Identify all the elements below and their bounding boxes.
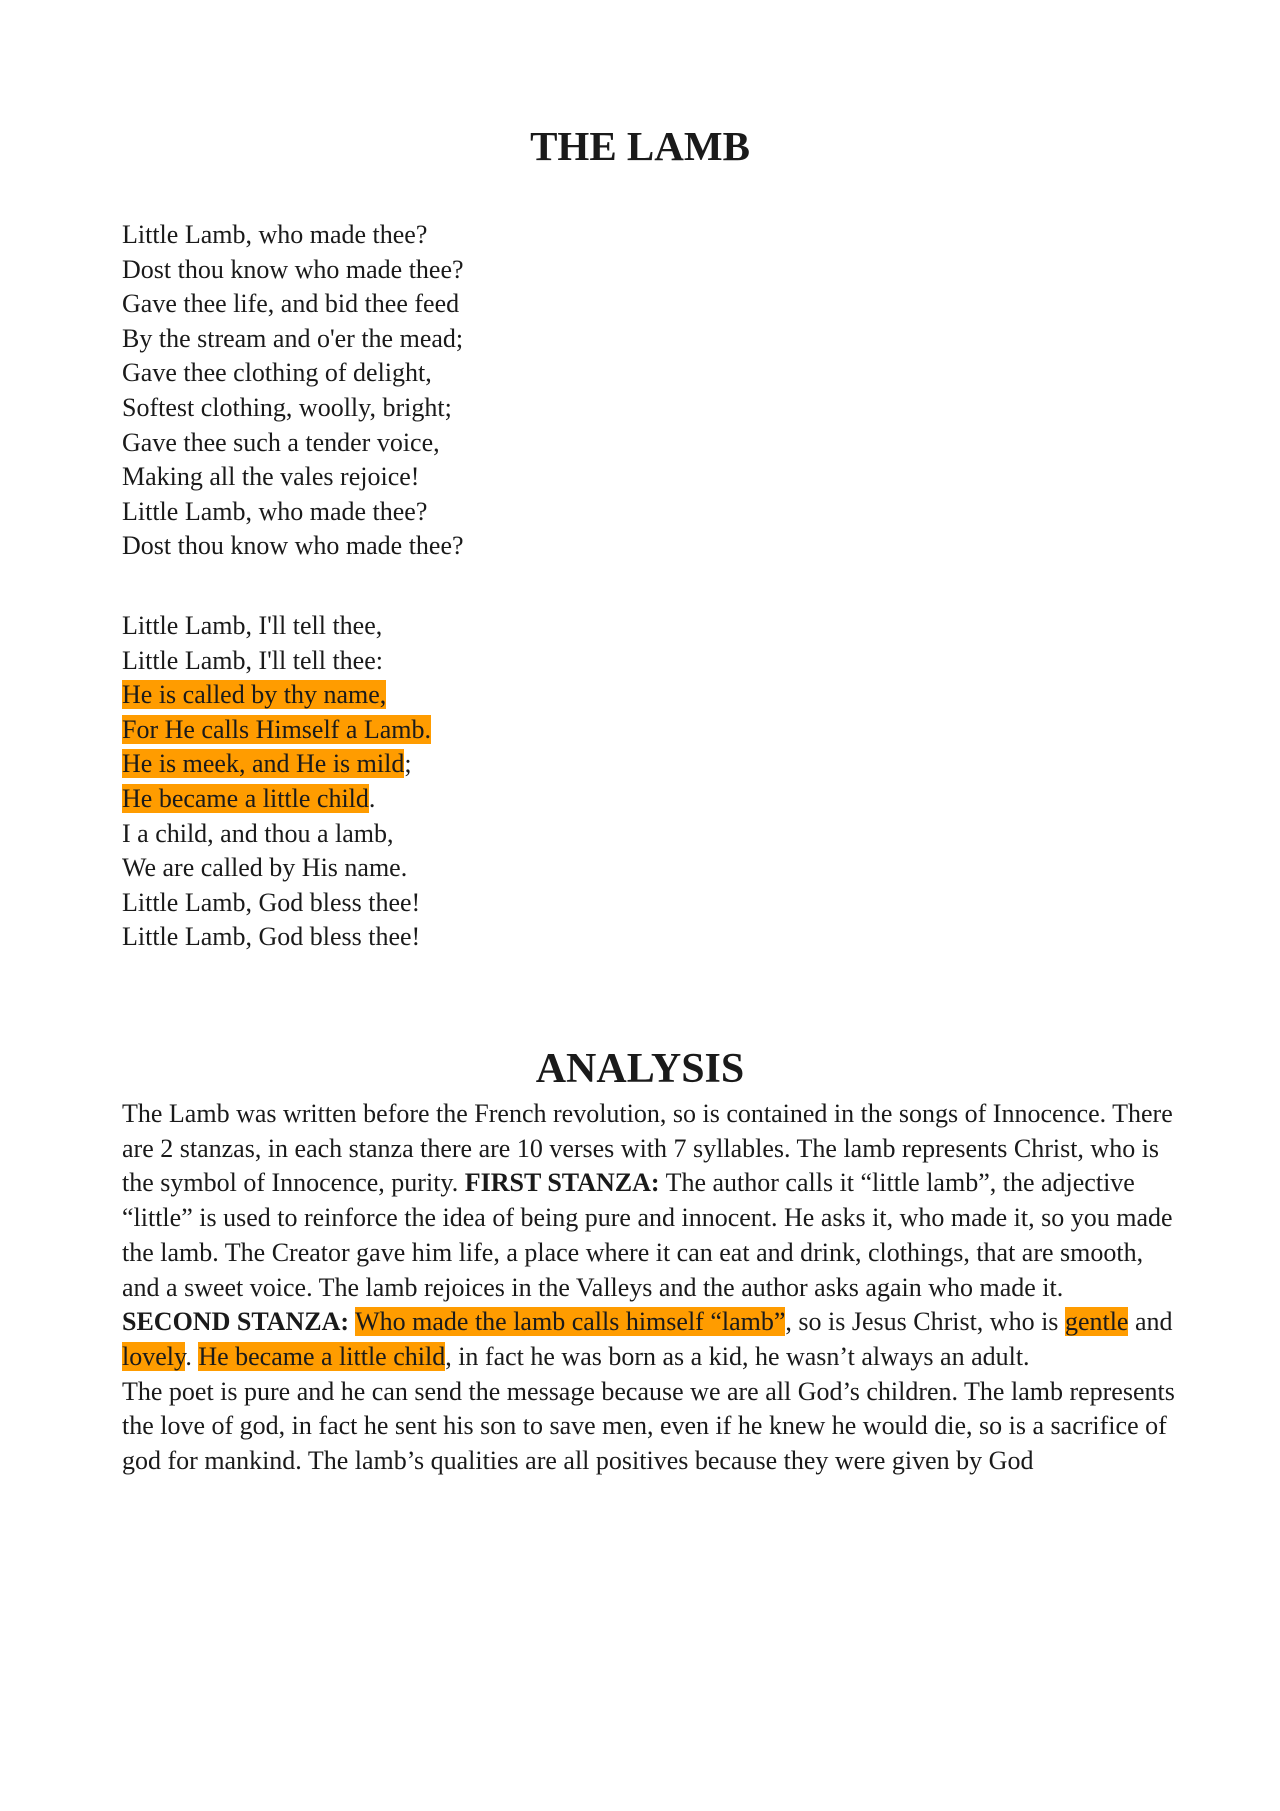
commentary-text: , so is Jesus Christ, who is [785, 1307, 1065, 1337]
analysis-paragraph: The poet is pure and he can send the message because we are all God’s children. The lamb represents the love of god, in fact he sent his son to save men, even if he knew he would die, so is a sacrifice of god for mankind. The lamb’s qualities are all positives because they were given by God [122, 1376, 1175, 1476]
analysis-paragraph [122, 1305, 1182, 1374]
analysis-paragraph [122, 1097, 1182, 1305]
verse-line: Gave thee life, and bid thee feed [122, 289, 460, 319]
verse-line: Little Lamb, I'll tell thee, [122, 611, 383, 640]
analysis-heading: ANALYSIS [535, 1046, 745, 1092]
verse-line: Little Lamb, God bless thee! [122, 887, 421, 917]
verse-line-tail: . [368, 783, 376, 813]
second-stanza [122, 609, 431, 955]
poem-title: THE LAMB [530, 123, 750, 169]
highlighted-text: He became a little child [198, 1341, 446, 1371]
verse-line: Little Lamb, who made thee? [122, 220, 428, 249]
verse-line [122, 747, 431, 782]
first-stanza-commentary: The author calls it “little lamb”, the adjective “little” is used to reinforce the idea of being pure and innocent. He asks it, who made it, so you made the lamb. The Creator gave him life, a place where it can eat and drink, clothings, that are smooth, and a sweet voice. The lamb rejoices in the Valleys and the author asks again who made it. [122, 1168, 1173, 1302]
commentary-text: , in fact he was born as a kid, he wasn’t always an adult. [445, 1341, 1030, 1371]
analysis-intro: The Lamb was written before the French revolution, so is contained in the songs of Innocence. There are 2 stanzas, in each stanza there are 10 verses with 7 syllables. The lamb represents Christ, who is the symbol of Innocence, purity. [122, 1099, 1173, 1198]
first-stanza [122, 218, 464, 564]
verse-line: By the stream and o'er the mead; [122, 323, 464, 353]
verse-line: Dost thou know who made thee? [122, 254, 464, 284]
commentary-text: and [1128, 1307, 1173, 1337]
verse-line: Dost thou know who made thee? [122, 531, 464, 561]
verse-line: Gave thee clothing of delight, [122, 358, 432, 388]
highlighted-text: Who made the lamb calls himself “lamb” [355, 1307, 786, 1337]
verse-line: Little Lamb, who made thee? [122, 496, 428, 526]
highlighted-text: gentle [1064, 1307, 1129, 1337]
highlighted-text: lovely [122, 1341, 186, 1371]
highlighted-text: He became a little child [122, 783, 369, 813]
commentary-text: . [185, 1341, 199, 1371]
analysis-body [122, 1097, 1182, 1479]
verse-line: Gave thee such a tender voice, [122, 427, 440, 457]
first-stanza-label: FIRST STANZA: [464, 1168, 660, 1198]
second-stanza-label: SECOND STANZA: [122, 1307, 350, 1337]
highlighted-text: He is meek, and He is mild [122, 749, 405, 779]
verse-line [122, 678, 431, 713]
verse-line: Making all the vales rejoice! [122, 462, 420, 492]
highlighted-text: He is called by thy name, [122, 680, 387, 710]
verse-line: We are called by His name. [122, 853, 408, 883]
verse-line: Softest clothing, woolly, bright; [122, 392, 452, 422]
verse-line [122, 713, 431, 748]
verse-line: I a child, and thou a lamb, [122, 818, 394, 848]
highlighted-text: For He calls Himself a Lamb. [122, 714, 432, 744]
verse-line: Little Lamb, God bless thee! [122, 922, 421, 952]
verse-line-tail: ; [404, 749, 412, 779]
verse-line [122, 782, 431, 817]
verse-line: Little Lamb, I'll tell thee: [122, 645, 383, 675]
